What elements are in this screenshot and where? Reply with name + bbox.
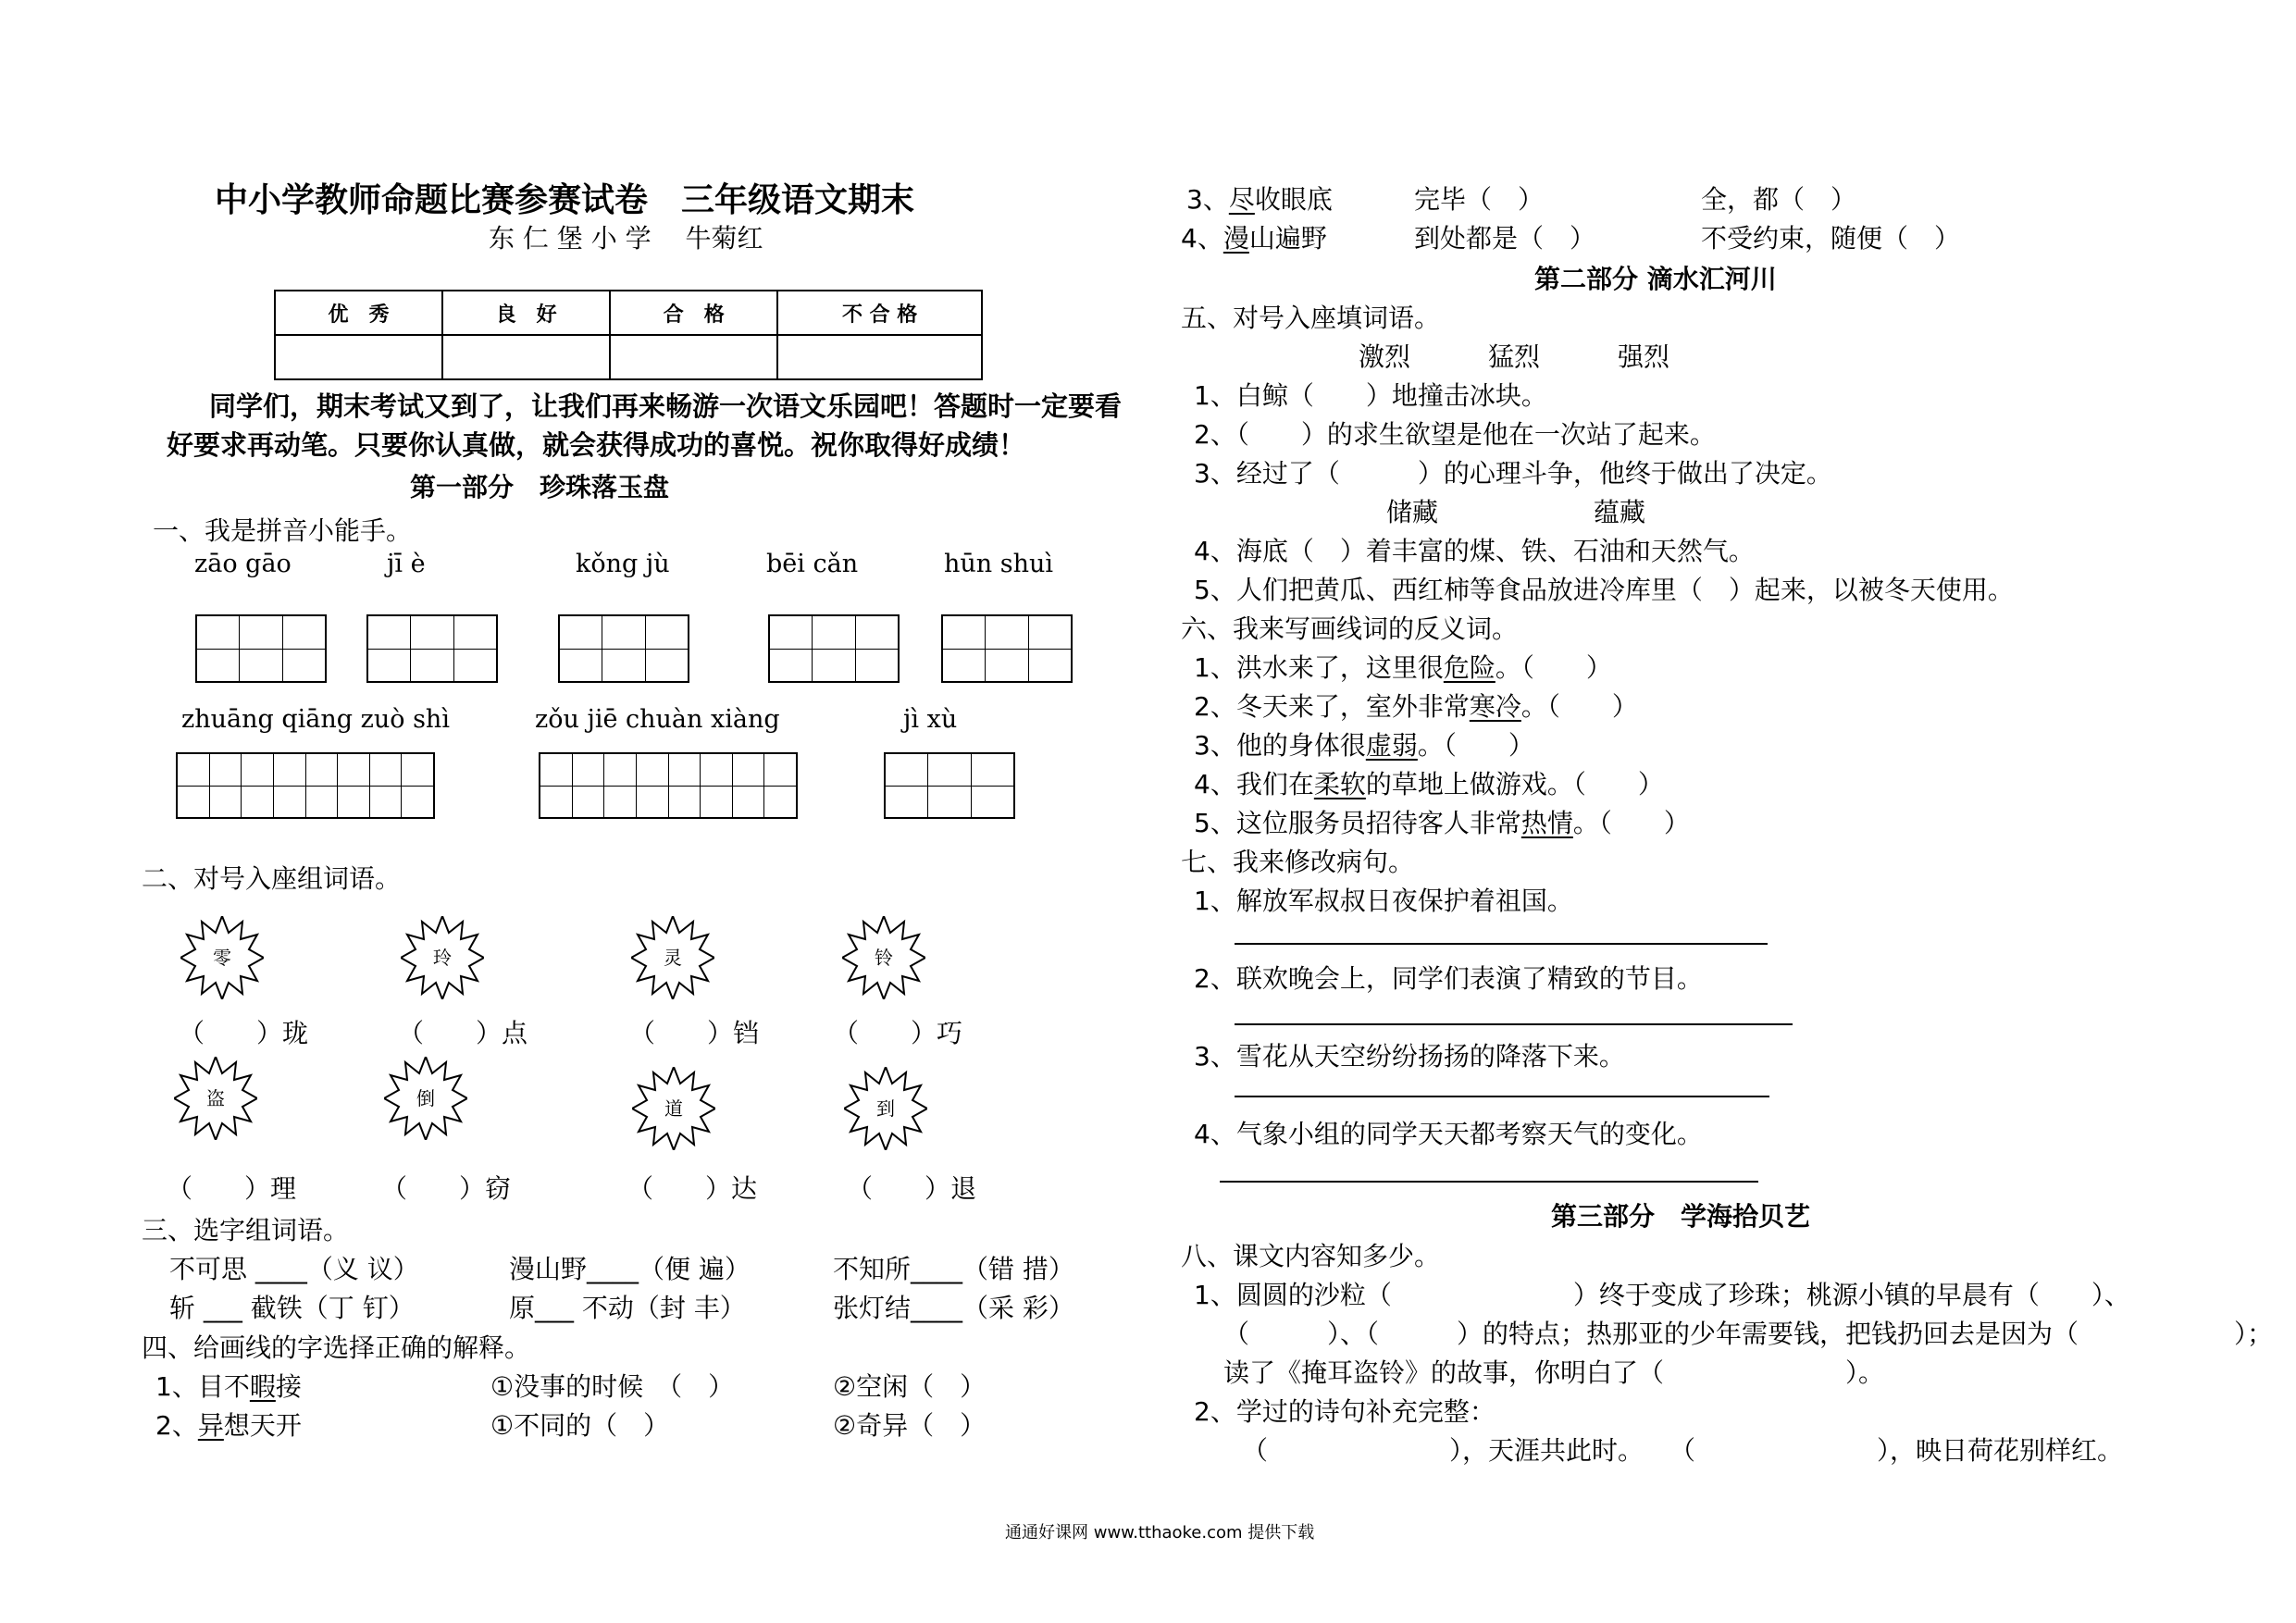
pinyin: kǒng jù: [576, 550, 670, 578]
character-grid[interactable]: [768, 614, 900, 683]
pinyin: zhuāng qiāng zuò shì: [181, 705, 450, 734]
answer-line[interactable]: [1220, 1181, 1758, 1183]
q4-option: 全，都（ ）: [1701, 184, 1857, 215]
q4-item: 2、异想天开: [155, 1410, 302, 1441]
q6-item: 2、冬天来了，室外非常寒冷。（ ）: [1194, 691, 1638, 722]
q5-sentence: 2、（ ）的求生欲望是他在一次站了起来。: [1194, 419, 1716, 450]
q2-title: 二、对号入座组词语。: [142, 863, 402, 894]
q4-title: 四、给画线的字选择正确的解释。: [142, 1332, 531, 1363]
starburst-char: 零: [180, 916, 264, 999]
character-grid[interactable]: [366, 614, 498, 683]
q6-item: 1、洪水来了，这里很危险。（ ）: [1194, 652, 1612, 683]
q5-sentence: 3、经过了（ ）的心理斗争，他终于做出了决定。: [1194, 458, 1832, 489]
q6-item: 4、我们在柔软的草地上做游戏。（ ）: [1194, 769, 1664, 799]
q3-item: 漫山野____（便 遍）: [509, 1254, 751, 1284]
q5-sentence: 5、人们把黄瓜、西红柿等食品放进冷库里（ ）起来，以被冬天使用。: [1194, 575, 2014, 605]
q3-item: 不可思 ____（义 议）: [169, 1254, 419, 1284]
q7-sentence: 2、联欢晚会上，同学们表演了精致的节目。: [1194, 963, 1703, 994]
starburst-char: 道: [632, 1067, 715, 1150]
pinyin: bēi cǎn: [766, 550, 859, 578]
q6-item: 5、这位服务员招待客人非常热情。（ ）: [1194, 808, 1690, 838]
q7-sentence: 3、雪花从天空纷纷扬扬的降落下来。: [1194, 1041, 1625, 1072]
starburst-char: 盗: [174, 1057, 257, 1140]
character-grid[interactable]: [195, 614, 327, 683]
q6-title: 六、我来写画线词的反义词。: [1181, 613, 1519, 644]
character-grid[interactable]: [176, 752, 435, 819]
q8-line: （ ）、（ ）的特点；热那亚的少年需要钱，把钱扔回去是因为（ ）；: [1223, 1319, 2274, 1349]
q7-title: 七、我来修改病句。: [1181, 847, 1415, 877]
q3-item: 斩 ___ 截铁（丁 钉）: [169, 1293, 415, 1323]
character-grid[interactable]: [558, 614, 689, 683]
q4-option: 完毕（ ）: [1414, 184, 1545, 215]
q8-title: 八、课文内容知多少。: [1181, 1241, 1441, 1271]
q6-item: 3、他的身体很虚弱。（ ）: [1194, 730, 1534, 761]
word-blank: （ ）巧: [833, 1018, 963, 1048]
word-blank: （ ）理: [167, 1173, 297, 1204]
starburst-char: 玲: [401, 916, 484, 999]
q4-item: 3、尽收眼底: [1186, 184, 1333, 215]
part3-title: 第三部分 学海拾贝艺: [1551, 1201, 1811, 1232]
answer-line[interactable]: [1235, 943, 1768, 945]
q8-line: （ ），天涯共此时。 （ ），映日荷花别样红。: [1242, 1435, 2124, 1466]
grade-good: 良 好: [442, 291, 610, 335]
pinyin: zāo gāo: [194, 550, 292, 578]
word-blank: （ ）窃: [381, 1173, 512, 1204]
word-blank: （ ）铛: [629, 1018, 760, 1048]
q4-option: ②空闲（ ）: [833, 1371, 987, 1402]
word-blank: （ ）珑: [179, 1018, 309, 1048]
q5-sentence: 4、海底（ ）着丰富的煤、铁、石油和天然气。: [1194, 536, 1755, 566]
q8-line: 读了《掩耳盗铃》的故事，你明白了（ ）。: [1223, 1357, 1885, 1388]
q4-option: ①不同的（ ）: [490, 1410, 670, 1441]
q8-line: 1、圆圆的沙粒（ ）终于变成了珍珠；桃源小镇的早晨有（ ）、: [1194, 1280, 2130, 1310]
intro-line-2: 好要求再动笔。只要你认真做，就会获得成功的喜悦。祝你取得好成绩！: [167, 429, 1026, 461]
grade-pass: 合 格: [610, 291, 777, 335]
footer-credit: 通通好课网 www.tthaoke.com 提供下载: [1005, 1523, 1315, 1542]
q5-word-choices: 储藏 蕴藏: [1386, 497, 1646, 527]
word-blank: （ ）退: [847, 1173, 977, 1204]
q5-title: 五、对号入座填词语。: [1181, 303, 1441, 333]
grade-fail: 不 合 格: [777, 291, 982, 335]
word-blank: （ ）达: [627, 1173, 758, 1204]
q8-line: 2、学过的诗句补充完整：: [1194, 1396, 1496, 1427]
q4-option: ②奇异（ ）: [833, 1410, 987, 1441]
q7-sentence: 1、解放军叔叔日夜保护着祖国。: [1194, 886, 1573, 916]
q4-option: 不受约束，随便（ ）: [1701, 223, 1961, 254]
character-grid[interactable]: [884, 752, 1015, 819]
pinyin: zǒu jiē chuàn xiàng: [535, 705, 780, 734]
answer-line[interactable]: [1235, 1023, 1793, 1025]
starburst-char: 到: [844, 1067, 927, 1150]
pinyin: hūn shuì: [944, 550, 1054, 578]
answer-line[interactable]: [1235, 1096, 1769, 1097]
starburst-char: 倒: [384, 1057, 467, 1140]
q7-sentence: 4、气象小组的同学天天都考察天气的变化。: [1194, 1119, 1703, 1149]
q5-word-choices: 激烈 猛烈 强烈: [1359, 341, 1670, 372]
pinyin: jī è: [387, 550, 426, 578]
q3-item: 原___ 不动（封 丰）: [509, 1293, 746, 1323]
q3-item: 张灯结____（采 彩）: [833, 1293, 1074, 1323]
q1-title: 一、我是拼音小能手。: [153, 515, 413, 546]
q3-item: 不知所____（错 措）: [833, 1254, 1074, 1284]
intro-line-1: 同学们，期末考试又到了，让我们再来畅游一次语文乐园吧！答题时一定要看: [209, 390, 1123, 422]
q4-item: 4、漫山遍野: [1181, 223, 1327, 254]
q4-item: 1、目不暇接: [155, 1371, 302, 1402]
starburst-char: 灵: [631, 916, 714, 999]
q3-title: 三、选字组词语。: [142, 1215, 350, 1245]
q4-option: 到处都是（ ）: [1414, 223, 1596, 254]
starburst-char: 铃: [842, 916, 925, 999]
grade-table: [274, 290, 983, 380]
character-grid[interactable]: [539, 752, 798, 819]
grade-excellent: 优 秀: [275, 291, 442, 335]
part1-title: 第一部分 珍珠落玉盘: [410, 472, 670, 502]
q4-option: ①没事的时候 （ ）: [490, 1371, 735, 1402]
word-blank: （ ）点: [398, 1018, 528, 1048]
page-title: 中小学教师命题比赛参赛试卷 三年级语文期末: [215, 181, 915, 219]
q5-sentence: 1、白鲸（ ）地撞击冰块。: [1194, 380, 1547, 411]
character-grid[interactable]: [941, 614, 1073, 683]
part2-title: 第二部分 滴水汇河川: [1534, 264, 1777, 294]
pinyin: jì xù: [903, 705, 958, 734]
author-line: 东 仁 堡 小 学 牛菊红: [489, 223, 763, 254]
